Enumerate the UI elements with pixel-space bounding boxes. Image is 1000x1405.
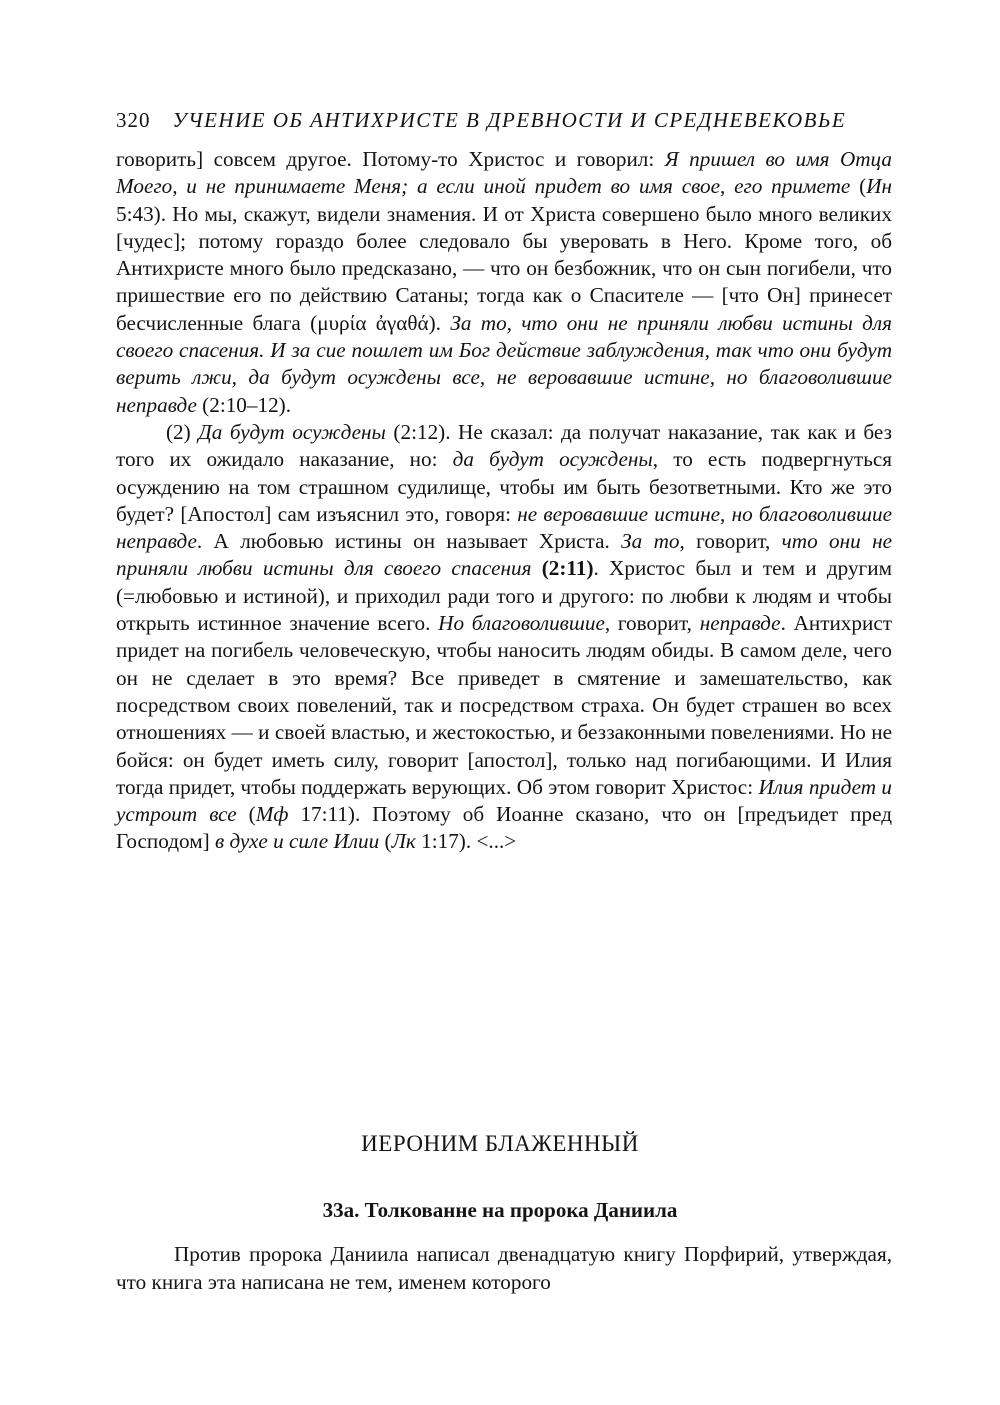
text-run: говорить] совсем другое. Потому-то Христос и говорил: (116, 147, 665, 171)
paragraph-1 (116, 146, 892, 419)
italic-run: не веровавшие истине, но благоволившие неправде (116, 501, 892, 554)
italic-run: да будут осуждены (452, 447, 653, 472)
italic-run: Я пришел во имя Отца Моего, и не принимаете Меня; а если иной придет во имя свое, его примете (116, 147, 892, 199)
italic-run: Ин (866, 174, 892, 199)
italic-run: в духе и силе Илии (214, 829, 380, 854)
text-run: , то есть подвергнуться осуждению на том страшном судилище, чтобы им быть безответными. Кто же это будет? [Апостол] сам изъяснил это, говоря: (116, 447, 892, 526)
italic-run: неправде (699, 611, 781, 636)
text-run: , говорит, (604, 611, 700, 636)
text-run: ( (236, 802, 256, 827)
italic-run: Да будут осуждены (198, 419, 386, 444)
text-run: . Христос был и тем и другим (=любовью и истиной), и приходил ради того и другого: по любви к людям и чтобы открыть истинное значение всего. (116, 556, 892, 636)
page-number: 320 (116, 108, 151, 132)
text-run: (2:12). Не сказал: да получат наказание, так как и без того их ожидало наказание, но: (116, 419, 892, 472)
text-run: 5:43). Но мы, скажут, видели знамения. И от Христа совершено было много великих [чудес]; потому гораздо более следовало бы уверовать в Него. Кроме того, об Антихристе много было предсказано, — что он безбожник, что он сын погибели, что пришествие его по действию Сатаны; тогда как о Спасителе — [что Он] принесет бесчисленные блага (μυρία ἀγαθά). (116, 201, 892, 335)
text-run: . Антихрист придет на погибель человеческую, чтобы наносить людям обиды. В самом деле, чего он не сделает в это время? Все приведет в смятение и замешательство, как посредством своих повелений, так и посредством страха. Он будет страшен во всех отношениях — и своей властью, и жестокостью, и беззаконными повелениями. Но не бойся: он будет иметь силу, говорит [апостол], только над погибающими. И Илия тогда придет, чтобы поддержать верующих. Об этом говорит Христос: (116, 611, 892, 799)
text-run: (2:10–12). (196, 392, 292, 417)
running-title: УЧЕНИЕ ОБ АНТИХРИСТЕ В ДРЕВНОСТИ И СРЕДНЕВЕКОВЬЕ (172, 108, 847, 132)
italic-run: Мф (255, 802, 289, 827)
text-run: ( (379, 829, 392, 854)
text-run: (2) (166, 419, 199, 444)
subsection-title: 33а. Толкованне на пророка Даниила (322, 1198, 678, 1222)
italic-run: За то (621, 529, 680, 554)
text-run: Поэтому об Иоанне сказано, что он [предъидет пред Господом] (116, 802, 892, 854)
italic-run: что они не приняли любви истины для своего спасения (116, 529, 893, 581)
italic-run: Но благоволившие (438, 611, 605, 636)
running-header (116, 108, 896, 133)
text-run: ( (850, 174, 867, 199)
italic-run: За то, что они не приняли любви истины для своего спасения. И за сие пошлет им Бог действие заблуждения, так что они будут верить лжи, да будут осуждены все, не веровавшие истине, но благоволившие неправде (116, 310, 892, 417)
section-title: ИЕРОНИМ БЛАЖЕННЫЙ (361, 1131, 639, 1156)
paragraph-3: Против пророка Даниила написал двенадцатую книгу Порфирий, утверждая, что книга эта написана не тем, именем которого (116, 1242, 892, 1294)
paragraph-2 (116, 419, 892, 856)
text-run: . А любовью истины он называет Христа. (196, 529, 622, 554)
text-run: 1:17). <...> (415, 829, 517, 854)
text-run: 17:11). (288, 802, 361, 827)
main-text (116, 146, 892, 856)
text-run: , говорит, (679, 529, 782, 554)
italic-run: Илия придет и устроит все (116, 774, 892, 827)
italic-run: Лк (391, 829, 416, 854)
bold-run: (2:11) (531, 556, 594, 581)
